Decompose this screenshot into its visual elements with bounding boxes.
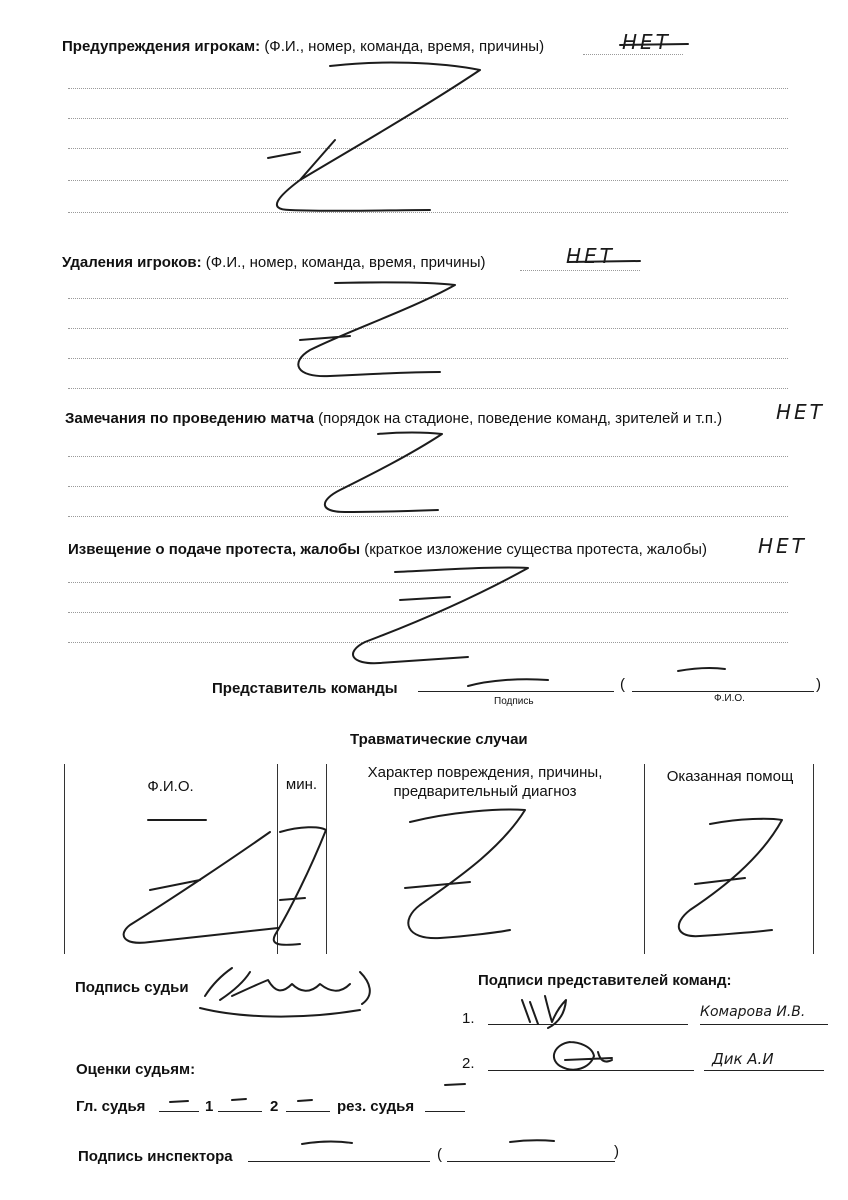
removals-title: Удаления игроков: [62,254,202,271]
warnings-title: Предупреждения игрокам: [62,38,261,55]
inspector-close-paren: ) [614,1143,619,1160]
removals-answer: НЕТ [566,244,615,268]
protest-answer: НЕТ [758,534,807,558]
z-mark-injury-help-icon [679,819,782,936]
protest-line-3 [68,642,788,643]
rating-first-mark-icon [232,1099,246,1100]
warnings-line-4 [68,180,788,181]
team-sign-1-name: Комарова И.В. [700,1004,806,1020]
rating-second-label: 2 [270,1098,279,1115]
remarks-title: Замечания по проведению матча [65,410,314,427]
warnings-line-2 [68,118,788,119]
warnings-line-5 [68,212,788,213]
injuries-border-right [813,764,814,954]
team-rep-name-line[interactable] [632,691,814,692]
rating-first-label: 1 [205,1098,214,1115]
team-rep-name-caption: Ф.И.О. [714,693,745,704]
protest-note: (краткое изложение существа протеста, жалобы) [364,541,707,558]
team-signs-label: Подписи представителей команд: [478,972,732,989]
injuries-col-help: Оказанная помощ [666,768,794,785]
remarks-heading [65,410,722,427]
injuries-title: Травматические случаи [350,731,528,748]
rating-reserve-mark-icon [445,1084,465,1085]
rating-chief-mark-icon [170,1101,188,1102]
z-mark-warnings-icon [268,63,480,211]
team-sign-2-name: Дик А.И [712,1050,774,1068]
remarks-line-3 [68,516,788,517]
referee-sign-label: Подпись судьи [75,979,189,996]
rating-reserve-line[interactable] [425,1111,465,1112]
warnings-line-1 [68,88,788,89]
inspector-name-line[interactable] [447,1161,615,1162]
removals-line-1 [68,298,788,299]
team-rep-name-stroke-icon [678,668,725,671]
team-sign-2-num: 2. [462,1055,475,1072]
rating-reserve-label: рез. судья [337,1098,415,1115]
warnings-line-0 [583,54,683,55]
z-mark-injury-minute-icon [274,827,326,945]
z-mark-injury-name-icon [124,820,278,943]
inspector-name-stroke-icon [510,1140,554,1142]
removals-line-0 [520,270,640,271]
rating-second-mark-icon [298,1100,312,1101]
rating-chief-label: Гл. судья [76,1098,146,1115]
team-rep-sign-caption: Подпись [494,696,534,707]
removals-heading [62,254,486,271]
injuries-divider-3 [644,764,645,954]
warnings-heading [62,38,544,55]
protest-heading [68,541,707,558]
team-sign-2-line[interactable] [488,1070,694,1071]
z-mark-remarks-icon [325,433,442,513]
remarks-line-2 [68,486,788,487]
team-rep-sign-line[interactable] [418,691,614,692]
team-rep-label: Представитель команды [212,680,398,697]
removals-line-3 [68,358,788,359]
team-rep-open-paren: ( [620,676,625,693]
injuries-divider-2 [326,764,327,954]
z-mark-injury-diagnosis-icon [405,810,525,939]
protest-line-2 [68,612,788,613]
protest-line-1 [68,582,788,583]
rating-first-line[interactable] [218,1111,262,1112]
team-sign-1-name-line[interactable] [700,1024,828,1025]
team-sign-1-line[interactable] [488,1024,688,1025]
team-2-signature-icon [554,1042,612,1070]
remarks-answer: НЕТ [776,400,825,424]
injuries-col-name: Ф.И.О. [147,778,194,795]
referee-signature-icon [200,968,370,1017]
team-rep-close-paren: ) [816,676,821,693]
warnings-answer: НЕТ [622,30,671,54]
team-sign-2-name-line[interactable] [704,1070,824,1071]
remarks-note: (порядок на стадионе, поведение команд, зрителей и т.п.) [318,410,723,427]
injuries-col-diagnosis: Характер повреждения, причины, предварительный диагноз [367,764,603,800]
rating-chief-line[interactable] [159,1111,199,1112]
inspector-sign-line[interactable] [248,1161,430,1162]
team-rep-sign-stroke-icon [468,679,548,686]
z-mark-removals-icon [298,282,455,376]
warnings-note: (Ф.И., номер, команда, время, причины) [264,38,545,55]
team-sign-1-num: 1. [462,1010,475,1027]
removals-line-2 [68,328,788,329]
ratings-label: Оценки судьям: [76,1061,196,1078]
inspector-open-paren: ( [437,1146,442,1163]
removals-line-4 [68,388,788,389]
removals-note: (Ф.И., номер, команда, время, причины) [205,254,486,271]
injuries-col-minute: мин. [285,776,318,793]
rating-second-line[interactable] [286,1111,330,1112]
inspector-sign-stroke-icon [302,1142,352,1144]
remarks-line-1 [68,456,788,457]
warnings-line-3 [68,148,788,149]
inspector-label: Подпись инспектора [78,1148,233,1165]
protest-title: Извещение о подаче протеста, жалобы [68,541,361,558]
